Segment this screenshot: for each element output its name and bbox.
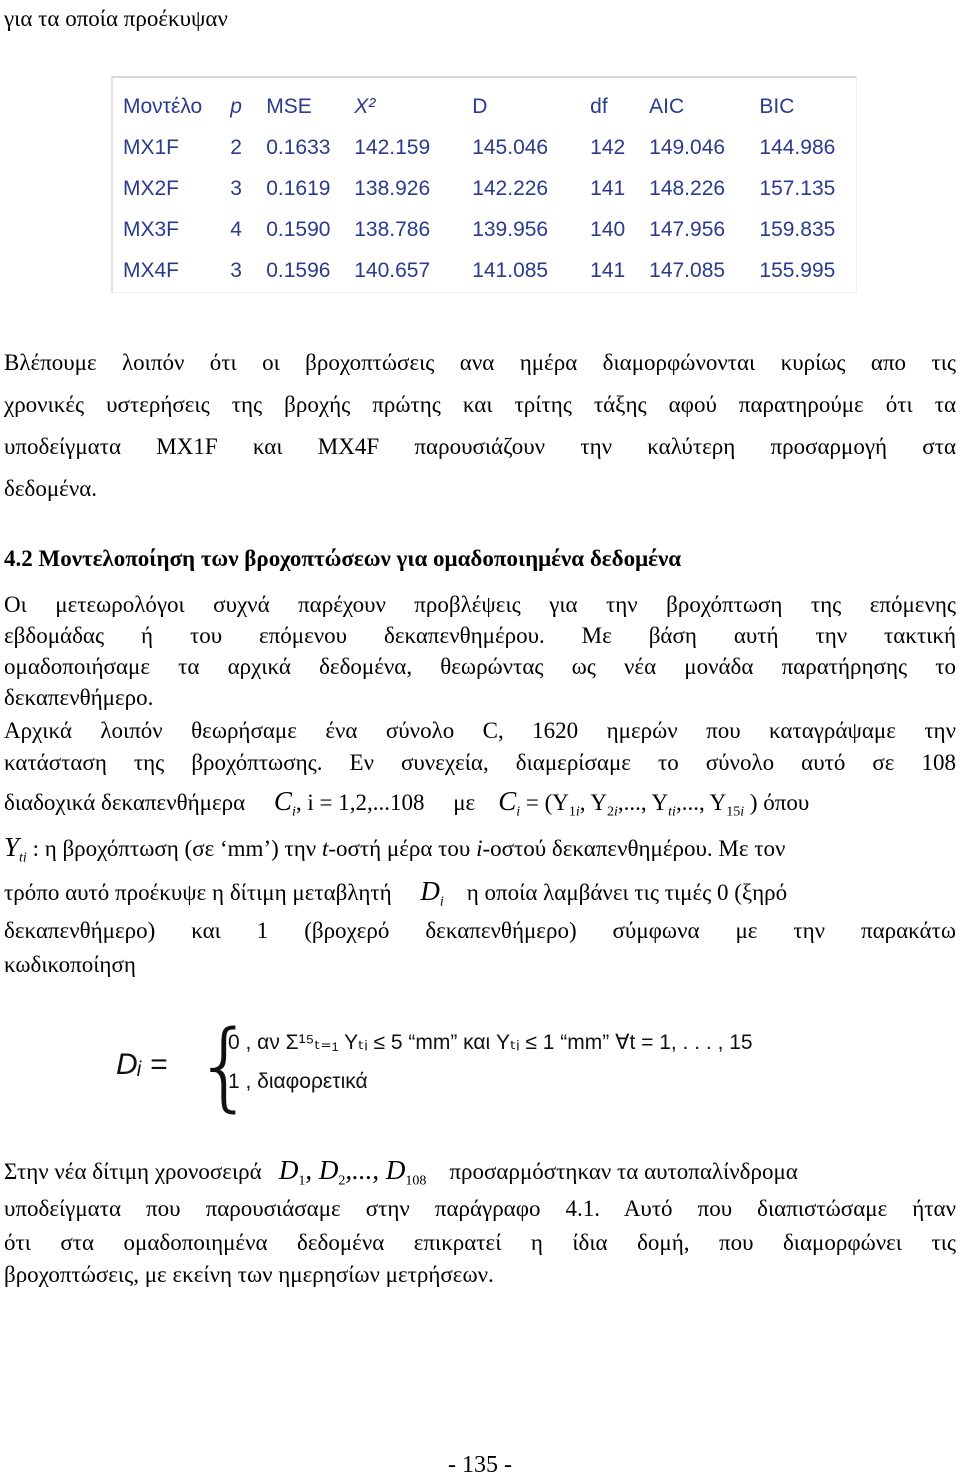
math-expression: ,..., D — [345, 1155, 406, 1185]
para4-line4: βροχοπτώσεις, με εκείνη των ημερησίων μετρήσεων. — [4, 1262, 494, 1287]
formula-lhs: Dᵢ = — [116, 1048, 168, 1081]
text-span: διαδοχικά δεκαπενθήμερα — [4, 790, 246, 815]
para3-line7: κωδικοποίηση — [4, 952, 136, 977]
para3-line6: δεκαπενθήμερο) και 1 (βροχερό δεκαπενθήμερο) σύμφωνα με την παρακάτω — [4, 918, 956, 943]
page-number: - 135 - — [448, 1452, 512, 1478]
para3-line3: διαδοχικά δεκαπενθήμερα $C_i$, i = 1,2,...108 με $C_i = (Y_{1i}$, $Y_{2i}$,..., $Y_{ti}$,..., $Y_{15i}$ ) όπου — [4, 786, 810, 820]
para1-line2: χρονικές υστερήσεις της βροχής πρώτης και τρίτης τάξης αφού παρατηρούμε ότι τα — [4, 392, 956, 417]
table-cell: MX4F — [123, 258, 180, 282]
para4-line1: Στην νέα δίτιμη χρονοσειρά $D_1$, $D_2$,..., $D_{108}$ προσαρμόστηκαν τα αυτοπαλίνδρομα — [4, 1155, 798, 1189]
table-row — [123, 168, 856, 209]
table-cell: 0.1596 — [266, 258, 331, 282]
formula-case-1: 1 , διαφορετικά — [228, 1070, 368, 1093]
table-cell: 3 — [230, 258, 242, 282]
para2-line4: δεκαπενθήμερο. — [4, 685, 154, 710]
formula-case-0: 0 , αν Σ¹⁵ₜ₌₁ Yₜᵢ ≤ 5 “mm” και Yₜᵢ ≤ 1 “mm” ∀t = 1, . . . , 15 — [228, 1031, 753, 1054]
table-cell: 142.226 — [472, 176, 549, 200]
math-symbol: D — [278, 1155, 299, 1185]
col-header-mse: MSE — [266, 94, 312, 118]
table-cell: MX2F — [123, 176, 180, 200]
text-span: με — [453, 790, 476, 815]
math-symbol: D — [420, 876, 440, 906]
table-cell: MX3F — [123, 217, 180, 241]
table-cell: 141 — [590, 258, 626, 282]
table-cell: 155.995 — [759, 258, 836, 282]
para3-line2: κατάσταση της βροχόπτωσης. Εν συνεχεία, διαμερίσαμε το σύνολο αυτό σε 108 — [4, 750, 956, 775]
para1-line3: υποδείγματα MX1F και MX4F παρουσιάζουν την καλύτερη προσαρμογή στα — [4, 434, 956, 459]
text-span: -οστή μέρα του — [328, 836, 477, 861]
col-header-bic: BIC — [759, 94, 795, 118]
math-symbol: C — [498, 786, 517, 816]
table-cell: 0.1590 — [266, 217, 331, 241]
math-symbol: i — [476, 836, 483, 861]
table-header-row — [123, 86, 856, 127]
col-header-model: Μοντέλο — [123, 94, 203, 118]
table-row — [123, 209, 856, 250]
table-cell: 2 — [230, 135, 242, 159]
table-cell: 159.835 — [759, 217, 836, 241]
para2-line3: ομαδοποιήσαμε τα αρχικά δεδομένα, θεωρώντας ως νέα μονάδα παρατήρησης το — [4, 654, 956, 679]
table-cell: 140.657 — [354, 258, 431, 282]
math-expression: ,..., Y — [675, 790, 727, 815]
table-cell: 138.926 — [354, 176, 431, 200]
table-cell: 144.986 — [759, 135, 836, 159]
table-cell: 3 — [230, 176, 242, 200]
table-cell: 4 — [230, 217, 242, 241]
section-heading: 4.2 Μοντελοποίηση των βροχοπτώσεων για ομαδοποιημένα δεδομένα — [4, 546, 682, 571]
table-cell: 0.1633 — [266, 135, 331, 159]
table-cell: 145.046 — [472, 135, 549, 159]
para1-line1: Βλέπουμε λοιπόν ότι οι βροχοπτώσεις ανα ημέρα διαμορφώνονται κυρίως απο τις — [4, 350, 956, 375]
col-header-d: D — [472, 94, 488, 118]
text-span: ) όπου — [749, 790, 810, 815]
text-span: προσαρμόστηκαν τα αυτοπαλίνδρομα — [449, 1159, 798, 1184]
text-span: τρόπο αυτό προέκυψε η δίτιμη μεταβλητή — [4, 880, 392, 905]
table-cell: 138.786 — [354, 217, 431, 241]
math-expression: , D — [305, 1155, 339, 1185]
table-cell: 0.1619 — [266, 176, 331, 200]
table-cell: 139.956 — [472, 217, 549, 241]
text-span: : η βροχόπτωση (σε ‘mm’) την — [26, 836, 322, 861]
table-cell: 142.159 — [354, 135, 431, 159]
model-comparison-table-image — [111, 76, 857, 293]
math-expression: = (Y — [525, 790, 569, 815]
text-span: Στην νέα δίτιμη χρονοσειρά — [4, 1159, 262, 1184]
table-cell: 157.135 — [759, 176, 836, 200]
table-cell: 148.226 — [649, 176, 726, 200]
col-header-chi2: X² — [354, 94, 376, 118]
para1-line4: δεδομένα. — [4, 476, 98, 501]
table-cell: 149.046 — [649, 135, 726, 159]
para3-line1: Αρχικά λοιπόν θεωρήσαμε ένα σύνολο C, 1620 ημερών που καταγράψαμε την — [4, 718, 956, 743]
coding-formula — [108, 1010, 853, 1122]
left-brace-icon: { — [194, 1010, 256, 1122]
intro-line: για τα οποία προέκυψαν — [4, 6, 228, 31]
col-header-aic: AIC — [649, 94, 685, 118]
table-cell: 141 — [590, 176, 626, 200]
table-row — [123, 250, 856, 291]
col-header-df: df — [590, 94, 608, 118]
para3-line4: $Y_{ti}$ : η βροχόπτωση (σε ‘mm’) την t-οστή μέρα του i-οστού δεκαπενθημέρου. Με τον — [4, 832, 786, 866]
para4-line2: υποδείγματα που παρουσιάσαμε στην παράγραφο 4.1. Αυτό που διαπιστώσαμε ήταν — [4, 1196, 956, 1221]
model-comparison-table — [123, 86, 856, 291]
table-cell: MX1F — [123, 135, 180, 159]
para4-line3: ότι στα ομαδοποιημένα δεδομένα επικρατεί η ίδια δομή, που διαμορφώνει τις — [4, 1230, 956, 1255]
math-expression: , i = 1,2,...108 — [295, 790, 425, 815]
math-symbol: Y — [4, 832, 20, 862]
text-span: η οποία λαμβάνει τις τιμές 0 (ξηρό — [466, 880, 788, 905]
math-symbol: C — [273, 786, 292, 816]
table-cell: 147.085 — [649, 258, 726, 282]
math-symbol: t — [321, 836, 329, 861]
table-row — [123, 127, 856, 168]
math-expression: ,..., Y — [617, 790, 669, 815]
col-header-p: p — [230, 94, 242, 118]
math-expression: , Y — [579, 790, 608, 815]
table-cell: 141.085 — [472, 258, 549, 282]
para3-line5: τρόπο αυτό προέκυψε η δίτιμη μεταβλητή $D_i$ η οποία λαμβάνει τις τιμές 0 (ξηρό — [4, 876, 788, 910]
table-cell: 140 — [590, 217, 626, 241]
table-cell: 142 — [590, 135, 626, 159]
table-cell: 147.956 — [649, 217, 726, 241]
para2-line2: εβδομάδας ή του επόμενου δεκαπενθημέρου. Με βάση αυτή την τακτική — [4, 623, 956, 648]
para2-line1: Οι μετεωρολόγοι συχνά παρέχουν προβλέψεις για την βροχόπτωση της επόμενης — [4, 592, 956, 617]
text-span: -οστού δεκαπενθημέρου. Με τον — [482, 836, 786, 861]
